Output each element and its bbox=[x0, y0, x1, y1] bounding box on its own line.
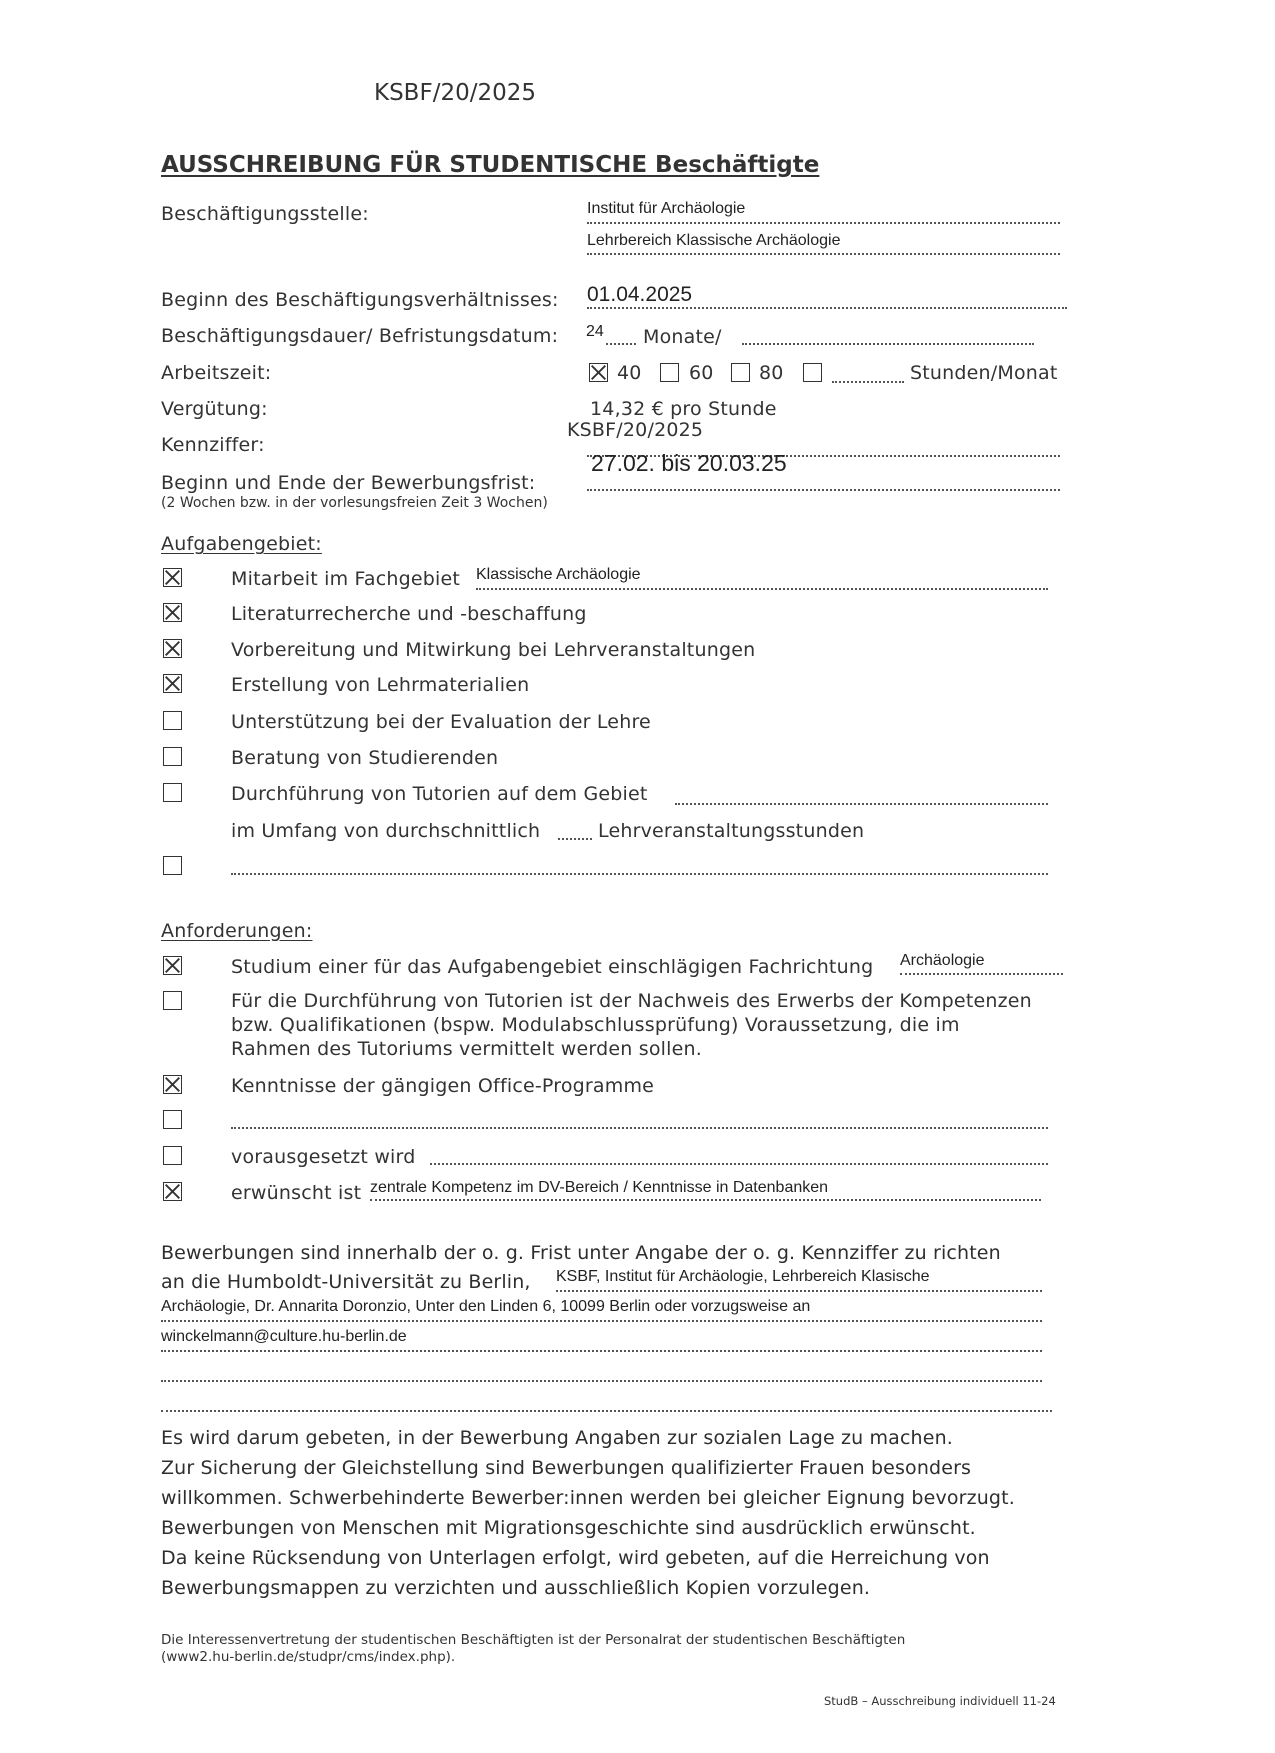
office-checkbox[interactable] bbox=[163, 1075, 182, 1094]
aufgabe-1-text: Mitarbeit im Fachgebiet bbox=[231, 568, 461, 590]
bewerbung-line-2-dots bbox=[556, 1290, 1042, 1292]
blank-requirement-dots bbox=[231, 1127, 1048, 1129]
aufgabe-5-checkbox[interactable] bbox=[163, 711, 182, 730]
kennziffer-label: Kennziffer: bbox=[161, 434, 265, 456]
hinweis-line-1: Es wird darum gebeten, in der Bewerbung Angaben zur sozialen Lage zu machen. bbox=[161, 1427, 953, 1449]
aufgabe-1-dots bbox=[476, 588, 1048, 590]
aufgabe-3-text: Vorbereitung und Mitwirkung bei Lehrveranstaltungen bbox=[231, 639, 756, 661]
vorausgesetzt-text: vorausgesetzt wird bbox=[231, 1146, 416, 1168]
erwuenscht-text: erwünscht ist bbox=[231, 1182, 362, 1204]
anforderungen-heading: Anforderungen: bbox=[161, 920, 313, 942]
bewerbung-line-5-dots bbox=[161, 1380, 1042, 1382]
befristung-dots bbox=[742, 343, 1034, 345]
frist-value: 27.02. bis 20.03.25 bbox=[591, 450, 787, 476]
hinweis-line-4: Bewerbungen von Menschen mit Migrationsgeschichte sind ausdrücklich erwünscht. bbox=[161, 1517, 976, 1539]
aufgabe-3-checkbox[interactable] bbox=[163, 639, 182, 658]
hinweis-line-2: Zur Sicherung der Gleichstellung sind Bewerbungen qualifizierter Frauen besonders bbox=[161, 1457, 972, 1479]
studium-text: Studium einer für das Aufgabengebiet einschlägigen Fachrichtung bbox=[231, 956, 874, 978]
tutorien-line-1: Für die Durchführung von Tutorien ist der Nachweis des Erwerbs der Kompetenzen bbox=[231, 990, 1032, 1012]
bewerbung-line-3-fill: Archäologie, Dr. Annarita Doronzio, Unter den Linden 6, 10099 Berlin oder vorzugsweise an bbox=[161, 1298, 811, 1315]
stelle-line1: Institut für Archäologie bbox=[587, 200, 746, 217]
hours-unit: Stunden/Monat bbox=[910, 362, 1058, 384]
hours-other-dots bbox=[832, 381, 904, 383]
form-code: StudB – Ausschreibung individuell 11-24 bbox=[824, 1694, 1056, 1708]
beginn-value: 01.04.2025 bbox=[587, 283, 693, 306]
bewerbung-line-1: Bewerbungen sind innerhalb der o. g. Frist unter Angabe der o. g. Kennziffer zu richten bbox=[161, 1242, 1001, 1264]
dauer-value: 24 bbox=[586, 323, 604, 340]
umfang-text: im Umfang von durchschnittlich bbox=[231, 820, 541, 842]
aufgabe-7-dots bbox=[675, 803, 1048, 805]
bewerbung-line-2-prefix: an die Humboldt-Universität zu Berlin, bbox=[161, 1271, 531, 1293]
erwuenscht-dots bbox=[370, 1199, 1041, 1201]
dauer-dots bbox=[606, 343, 636, 345]
bewerbung-line-4-dots bbox=[161, 1350, 1042, 1352]
aufgabe-6-checkbox[interactable] bbox=[163, 747, 182, 766]
dauer-label: Beschäftigungsdauer/ Befristungsdatum: bbox=[161, 325, 559, 347]
aufgabe-1-checkbox[interactable] bbox=[163, 568, 182, 587]
umfang-dots bbox=[558, 838, 592, 840]
cross-mark-icon bbox=[164, 1076, 181, 1093]
aufgabe-4-checkbox[interactable] bbox=[163, 674, 182, 693]
cross-mark-icon bbox=[164, 1183, 181, 1200]
cross-mark-icon bbox=[164, 569, 181, 586]
blank-requirement-checkbox[interactable] bbox=[163, 1110, 182, 1129]
aufgaben-heading: Aufgabengebiet: bbox=[161, 533, 322, 555]
studium-checkbox[interactable] bbox=[163, 956, 182, 975]
hinweis-line-5: Da keine Rücksendung von Unterlagen erfolgt, wird gebeten, auf die Herreichung von bbox=[161, 1547, 990, 1569]
dauer-unit: Monate/ bbox=[643, 326, 722, 348]
office-text: Kenntnisse der gängigen Office-Programme bbox=[231, 1075, 655, 1097]
stelle-line2-dots bbox=[587, 253, 1060, 255]
hours-60-checkbox[interactable] bbox=[660, 363, 679, 382]
hours-other-checkbox[interactable] bbox=[803, 363, 822, 382]
aufgabe-other-dots bbox=[231, 873, 1048, 875]
arbeitszeit-label: Arbeitszeit: bbox=[161, 362, 272, 384]
bewerbung-line-3-dots bbox=[161, 1320, 1042, 1322]
erwuenscht-fill: zentrale Kompetenz im DV-Bereich / Kenntnisse in Datenbanken bbox=[370, 1179, 829, 1196]
aufgabe-2-checkbox[interactable] bbox=[163, 603, 182, 622]
frist-label: Beginn und Ende der Bewerbungsfrist: bbox=[161, 472, 536, 494]
hinweis-line-3: willkommen. Schwerbehinderte Bewerber:innen werden bei gleicher Eignung bevorzugt. bbox=[161, 1487, 1015, 1509]
beginn-dots bbox=[587, 307, 1067, 309]
vorausgesetzt-checkbox[interactable] bbox=[163, 1146, 182, 1165]
erwuenscht-checkbox[interactable] bbox=[163, 1182, 182, 1201]
bewerbung-line-6-dots bbox=[161, 1410, 1052, 1412]
stelle-line1-dots bbox=[587, 222, 1060, 224]
aufgabe-7-checkbox[interactable] bbox=[163, 783, 182, 802]
aufgabe-7-text: Durchführung von Tutorien auf dem Gebiet bbox=[231, 783, 648, 805]
cross-mark-icon bbox=[164, 957, 181, 974]
hours-40-label: 40 bbox=[617, 362, 642, 384]
footnote-line-1: Die Interessenvertretung der studentischen Beschäftigten ist der Personalrat der studentischen Beschäftigten bbox=[161, 1632, 906, 1648]
studium-fill: Archäologie bbox=[900, 952, 985, 969]
hours-80-checkbox[interactable] bbox=[731, 363, 750, 382]
page-title: AUSSCHREIBUNG FÜR STUDENTISCHE Beschäftigte bbox=[161, 152, 820, 178]
aufgabe-2-text: Literaturrecherche und -beschaffung bbox=[231, 603, 587, 625]
aufgabe-other-checkbox[interactable] bbox=[163, 856, 182, 875]
frist-note: (2 Wochen bzw. in der vorlesungsfreien Zeit 3 Wochen) bbox=[161, 495, 548, 511]
studium-dots bbox=[900, 973, 1063, 975]
tutorien-checkbox[interactable] bbox=[163, 991, 182, 1010]
cross-mark-icon bbox=[590, 364, 607, 381]
stelle-line2: Lehrbereich Klassische Archäologie bbox=[587, 232, 841, 249]
tutorien-line-2: bzw. Qualifikationen (bspw. Modulabschlussprüfung) Voraussetzung, die im bbox=[231, 1014, 960, 1036]
aufgabe-4-text: Erstellung von Lehrmaterialien bbox=[231, 674, 530, 696]
frist-dots bbox=[587, 489, 1060, 491]
bewerbung-line-4-fill: winckelmann@culture.hu-berlin.de bbox=[161, 1328, 407, 1345]
stelle-label: Beschäftigungsstelle: bbox=[161, 203, 369, 225]
tutorien-line-3: Rahmen des Tutoriums vermittelt werden sollen. bbox=[231, 1038, 702, 1060]
cross-mark-icon bbox=[164, 675, 181, 692]
hours-80-label: 80 bbox=[759, 362, 784, 384]
footnote-line-2: (www2.hu-berlin.de/studpr/cms/index.php). bbox=[161, 1649, 456, 1665]
verguetung-value: 14,32 € pro Stunde bbox=[590, 398, 777, 420]
aufgabe-6-text: Beratung von Studierenden bbox=[231, 747, 499, 769]
kennziffer-value: KSBF/20/2025 bbox=[567, 419, 704, 441]
bewerbung-line-2-fill: KSBF, Institut für Archäologie, Lehrbereich Klasische bbox=[556, 1268, 930, 1285]
document-id: KSBF/20/2025 bbox=[374, 80, 536, 106]
verguetung-label: Vergütung: bbox=[161, 398, 268, 420]
vorausgesetzt-dots bbox=[430, 1163, 1048, 1165]
hinweis-line-6: Bewerbungsmappen zu verzichten und ausschließlich Kopien vorzulegen. bbox=[161, 1577, 871, 1599]
cross-mark-icon bbox=[164, 604, 181, 621]
aufgabe-5-text: Unterstützung bei der Evaluation der Lehre bbox=[231, 711, 651, 733]
aufgabe-1-fill: Klassische Archäologie bbox=[476, 566, 641, 583]
hours-40-checkbox[interactable] bbox=[589, 363, 608, 382]
cross-mark-icon bbox=[164, 640, 181, 657]
umfang-suffix: Lehrveranstaltungsstunden bbox=[598, 820, 865, 842]
beginn-label: Beginn des Beschäftigungsverhältnisses: bbox=[161, 289, 559, 311]
hours-60-label: 60 bbox=[689, 362, 714, 384]
